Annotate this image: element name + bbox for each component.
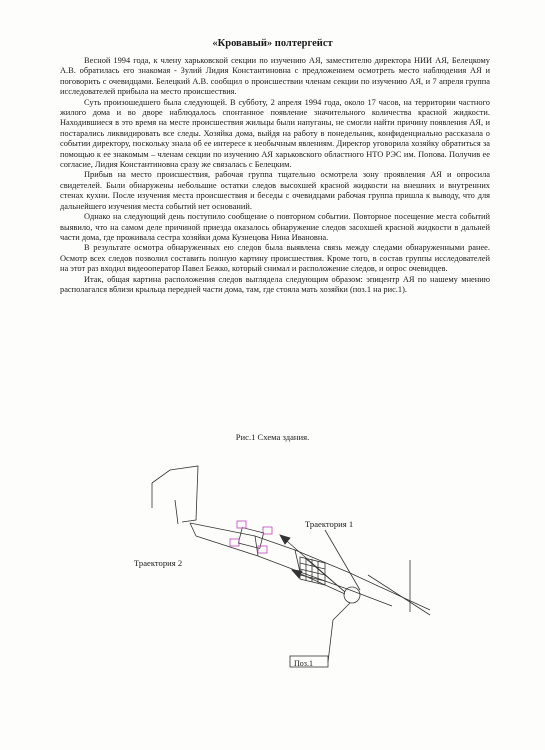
figure-caption: Рис.1 Схема здания. <box>235 432 310 442</box>
trajectory-2-label: Траектория 2 <box>134 558 183 568</box>
paragraph-2: Суть произошедшего была следующей. В субботу, 2 апреля 1994 года, около 17 часов, на территории частного жилого дома и во дворе наблюдалось спонтанное появление значительного количества красной жидкости. Находившиеся в это время на месте происшествия жильцы были напуганы, не смогли найти причину появления АЯ, и постарались ликвидировать все следы. Хозяйка дома, выйдя на работу в понедельник, конфиденциально рассказала о событии директору, поскольку знала об ее интересе к необычным явлениям. Директор уговорила хозяйку обратиться за помощью к ее знакомым – членам секции по изучению АЯ харьковского областного НТО РЭС им. Попова. Получив ее согласие, Лидия Константиновна сразу же связалась с Белецким. <box>60 97 490 170</box>
partition-wall-2 <box>295 550 300 572</box>
chair <box>263 527 272 534</box>
chair <box>237 521 246 528</box>
document-title: «Кровавый» полтергейст <box>212 38 333 49</box>
paragraph-5: В результате осмотра обнаруженных ею следов была выявлена связь между следами обнаруженными ранее. Осмотр всех следов позволил составить полную картину происшествия. Кроме того, в состав группы исследователей на этот раз входил видеооператор Павел Бежко, который снимал и расположение следов, и опрос очевидцев. <box>60 243 490 274</box>
position-leader-line <box>328 603 350 662</box>
position-label: Поз.1 <box>294 659 313 668</box>
house-upper-wall <box>190 523 430 610</box>
paragraph-4: Однако на следующий день поступило сообщение о повторном событии. Повторное посещение места событий выявило, что на самом деле причиной приезда оказалось обнаружение следов засохшей красной жидкости в дальней части дома, где проживала сестра хозяйки дома Кузнецова Нина Ивановна. <box>60 212 490 242</box>
paragraph-1: Весной 1994 года, к члену харьковской секции по изучению АЯ, заместителю директора НИИ АЯ, Белецкому А.В. обратилась его знакомая - Зулий Лидия Константиновна с предложением осмотреть место наблюдения АЯ и поговорить с очевидцами. Белецкий А.В. сообщил о происшествии членам секции по изучению АЯ, и 7 апреля группа исследователей прибыла на место происшествия. <box>60 56 490 97</box>
trajectory-1-label: Траектория 1 <box>305 519 354 529</box>
paragraph-6: Итак, общая картина расположения следов выглядела следующим образом: эпицентр АЯ по нашему мнению располагался вблизи крыльца передней части дома, там, где стояла мать хозяйки (поз.1 на рис.1). <box>60 274 490 294</box>
trajectory-2-arrowhead <box>292 570 302 578</box>
annex-outline <box>152 466 198 522</box>
chair <box>230 539 239 546</box>
partition-wall <box>255 536 258 556</box>
fence-line <box>368 575 430 615</box>
annex-wall-bottom <box>175 500 178 524</box>
chair <box>258 546 267 553</box>
paragraph-3: Прибыв на место происшествия, рабочая группа тщательно осмотрела зону проявления АЯ и опросила свидетелей. Были обнаружены небольшие остатки следов высохшей красной жидкости на внешних и внутренних стенах кухни. После изучения места происшествия и беседы с очевидцами рабочая группа пришла к выводу, что для дальнейшего изучения места событий нет оснований. <box>60 170 490 211</box>
fence-line <box>325 530 360 590</box>
house-left-wall <box>190 523 196 536</box>
epicenter-circle <box>344 587 360 603</box>
